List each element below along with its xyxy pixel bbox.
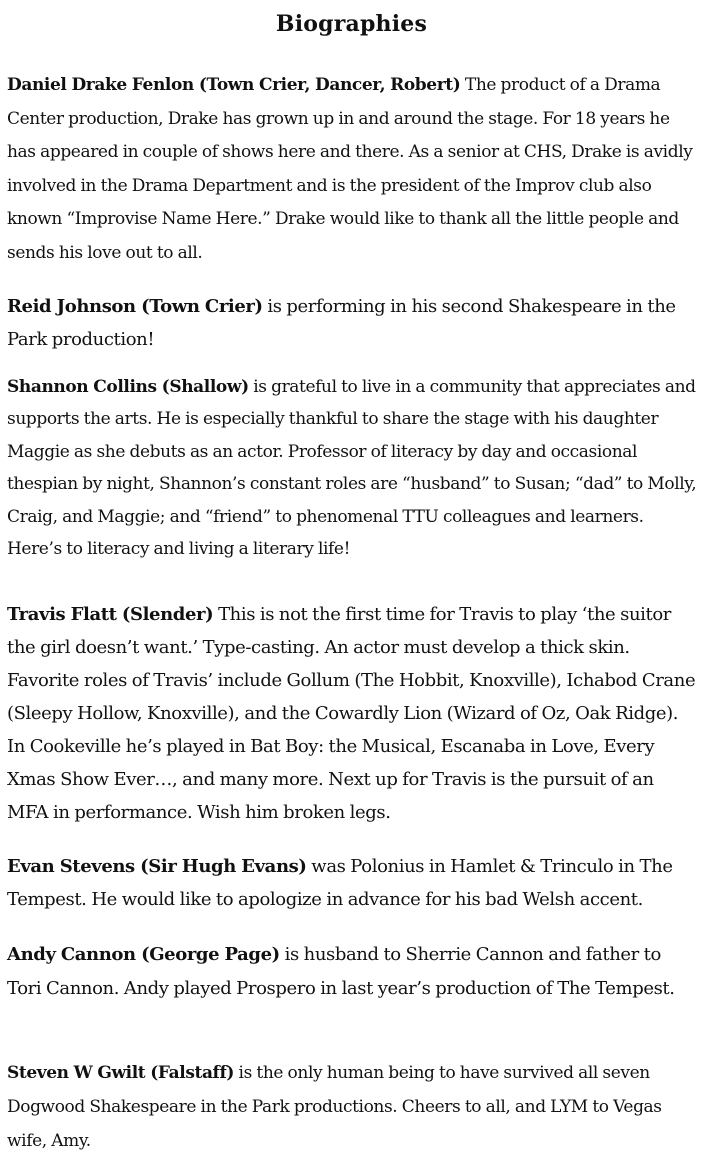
bio-text: was Polonius in Hamlet & Trinculo in The Tempest. He would like to apologize in advance for his bad Welsh accent. [7, 856, 673, 910]
bio-text: is the only human being to have survived all seven Dogwood Shakespeare in the Park productions. Cheers to all, and LYM to Vegas wife, Amy. [7, 1063, 662, 1151]
bio-name: Reid Johnson (Town Crier) [7, 296, 263, 317]
page-title: Biographies [275, 11, 428, 37]
bio-name: Travis Flatt (Slender) [7, 604, 214, 625]
bio-paragraph-fenlon [7, 69, 697, 271]
bio-paragraph-cannon [7, 938, 697, 1005]
bio-name: Andy Cannon (George Page) [7, 944, 280, 965]
bio-text: This is not the first time for Travis to play ‘the suitor the girl doesn’t want.’ Type-casting. An actor must develop a thick skin. Favorite roles of Travis’ include Gollum (The Hobbit, Knoxville), Ichabod Crane (Sleepy Hollow, Knoxville), and the Cowardly Lion (Wizard of Oz, Oak Ridge). In Cookeville he’s played in Bat Boy: the Musical, Escanaba in Love, Every Xmas Show Ever…, and many more. Next up for Travis is the pursuit of an MFA in performance. Wish him broken legs. [7, 604, 696, 823]
bio-paragraph-flatt [7, 598, 697, 829]
bio-text: The product of a Drama Center production, Drake has grown up in and around the stage. For 18 years he has appeared in couple of shows here and there. As a senior at CHS, Drake is avidly involved in the Drama Department and is the president of the Improv club also known “Improvise Name Here.” Drake would like to thank all the little people and sends his love out to all. [7, 75, 693, 263]
bio-name: Steven W Gwilt (Falstaff) [7, 1063, 235, 1083]
bio-paragraph-stevens [7, 851, 697, 916]
bio-paragraph-gwilt [7, 1056, 697, 1158]
bio-text: is grateful to live in a community that appreciates and supports the arts. He is especially thankful to share the stage with his daughter Maggie as she debuts as an actor. Professor of literacy by day and occasional thespian by night, Shannon’s constant roles are “husband” to Susan; “dad” to Molly, Craig, and Maggie; and “friend” to phenomenal TTU colleagues and learners. Here’s to literacy and living a literary life! [7, 377, 697, 560]
bio-name: Evan Stevens (Sir Hugh Evans) [7, 856, 307, 877]
bio-paragraph-collins [7, 371, 697, 565]
bio-name: Daniel Drake Fenlon (Town Crier, Dancer, Robert) [7, 75, 461, 95]
bio-paragraph-johnson [7, 290, 697, 356]
bio-name: Shannon Collins (Shallow) [7, 377, 249, 397]
bio-text: is performing in his second Shakespeare in the Park production! [7, 296, 676, 350]
bio-text: is husband to Sherrie Cannon and father to Tori Cannon. Andy played Prospero in last year’s production of The Tempest. [7, 944, 675, 999]
